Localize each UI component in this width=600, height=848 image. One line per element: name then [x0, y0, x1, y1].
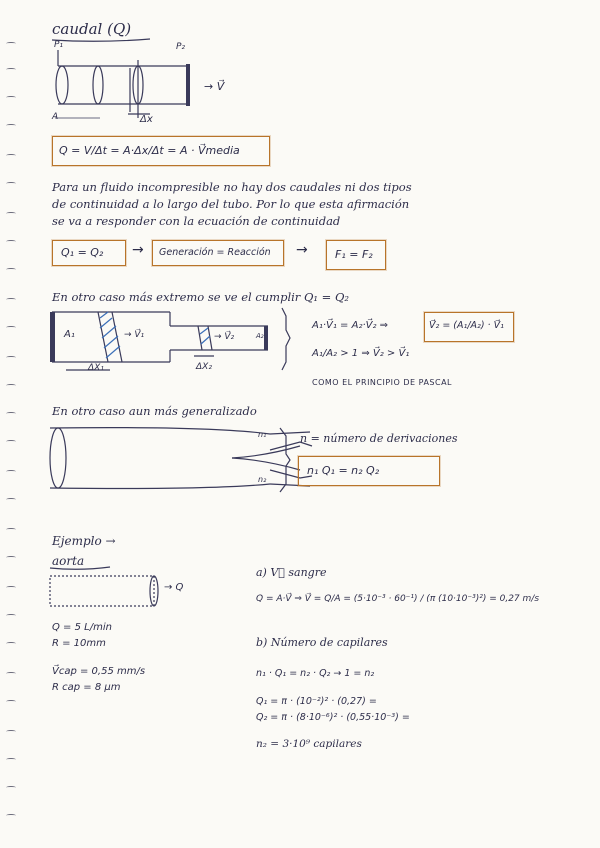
given-cap-radius: R cap = 8 μm [52, 682, 121, 693]
part-a-title: a) V⃗ sangre [256, 566, 327, 579]
derivations-note: n = número de derivaciones [300, 432, 458, 445]
box-general-continuity [298, 456, 440, 486]
pascal-note: COMO EL PRINCIPIO DE PASCAL [312, 378, 453, 387]
page-title: caudal (Q) [52, 20, 132, 38]
given-flow: Q = 5 L/min [52, 622, 112, 633]
a1-label: A₁ [64, 329, 75, 340]
box-q-equality [52, 240, 126, 266]
box-force [326, 240, 386, 270]
general-continuity: n₁ Q₁ = n₂ Q₂ [307, 464, 380, 477]
box-v2-result [424, 312, 514, 342]
continuity-equation: A₁·V⃗₁ = A₂·V⃗₂ ⇒ [312, 320, 389, 331]
dx-label: Δx [140, 114, 153, 125]
dx2-label: ΔX₂ [196, 362, 212, 372]
heading-general-case: En otro caso aun más generalizado [52, 404, 257, 418]
part-b-title: b) Número de capilares [256, 636, 388, 649]
given-cap-velocity: V⃗cap = 0,55 mm/s [52, 666, 146, 677]
part-b-equation-1: n₁ · Q₁ = n₂ · Q₂ → 1 = n₂ [256, 668, 375, 679]
arrow-2: → [296, 242, 308, 258]
example-title: Ejemplo → [52, 534, 116, 548]
arrow-1: → [132, 242, 144, 258]
paragraph-line-1: Para un fluido incompresible no hay dos caudales ni dos tipos [52, 180, 412, 194]
v1-label: → V⃗₁ [124, 330, 145, 340]
generation-equality: Generación = Reacción [159, 247, 271, 258]
p2-label: P₂ [176, 42, 186, 52]
q-equality: Q₁ = Q₂ [61, 246, 104, 259]
part-b-equation-3: Q₂ = π · (8·10⁻⁶)² · (0,55·10⁻³) = [256, 712, 410, 723]
example-flow-label: → Q [164, 582, 184, 593]
p1-label: P₁ [54, 40, 64, 50]
force-equality: F₁ = F₂ [335, 248, 373, 261]
area-label: A [52, 112, 59, 122]
part-a-equation: Q = A·V⃗ ⇒ V⃗ = Q/A = (5·10⁻³ · 60⁻¹) / (π (10·10⁻³)²) = 0,27 m/s [256, 594, 540, 604]
paragraph-line-2: de continuidad a lo largo del tubo. Por lo que esta afirmación [52, 197, 410, 211]
v2-result: V⃗₂ = (A₁/A₂) · V⃗₁ [429, 320, 504, 331]
paragraph-line-3: se va a responder con la ecuación de continuidad [52, 214, 341, 228]
n1-label: n₁ [258, 430, 267, 439]
heading-extreme-case: En otro caso más extremo se ve el cumplir Q₁ = Q₂ [52, 290, 349, 304]
n2-label: n₂ [258, 475, 267, 484]
formula-caudal: Q = V/Δt = A·Δx/Δt = A · V⃗media [59, 144, 240, 157]
formula-box-caudal [52, 136, 270, 166]
velocity-label: → V⃗ [204, 80, 225, 93]
part-b-result: n₂ = 3·10⁹ capilares [256, 738, 362, 750]
box-generation [152, 240, 284, 266]
a2-label: A₂ [256, 332, 264, 340]
example-subtitle: aorta [52, 554, 85, 568]
part-b-equation-2: Q₁ = π · (10⁻²)² · (0,27) = [256, 696, 377, 707]
v2-label: → V⃗₂ [214, 332, 235, 342]
dx1-label: ΔX₁ [88, 363, 104, 373]
given-radius: R = 10mm [52, 638, 106, 649]
area-ratio-equation: A₁/A₂ > 1 ⇒ V⃗₂ > V⃗₁ [312, 348, 410, 359]
